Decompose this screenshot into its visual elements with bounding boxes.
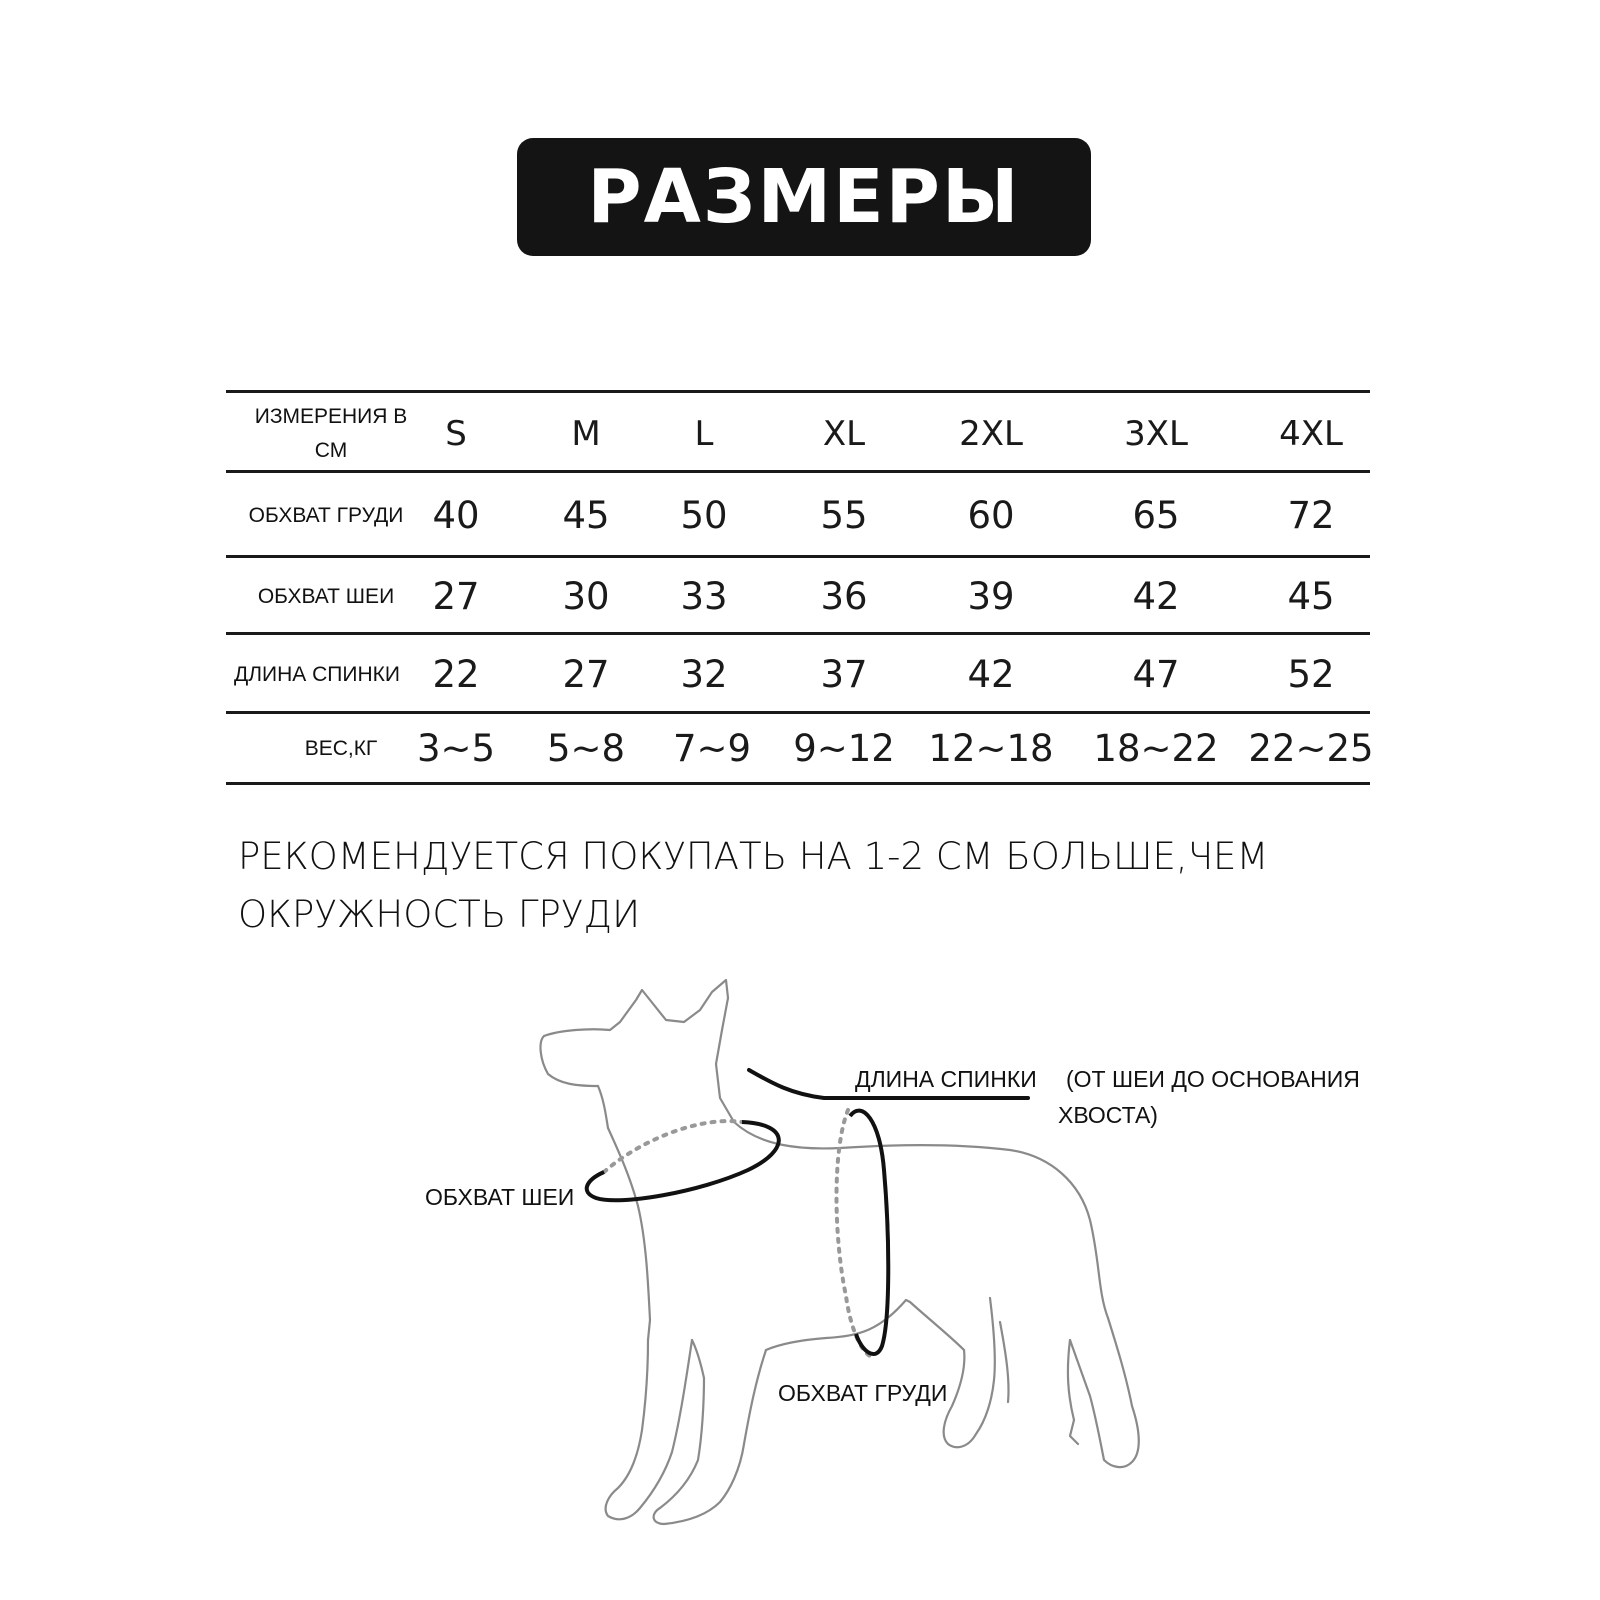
row-label: ВЕС,КГ [304,736,378,760]
size-header: M [571,414,601,454]
neck-label: ОБХВАТ ШЕИ [425,1184,575,1210]
table-cell: 42 [967,652,1015,696]
table-cell: 18~22 [1093,726,1219,770]
table-cell: 3~5 [416,726,496,770]
table-cell: 60 [967,493,1015,537]
back-length-note: ХВОСТА) [1058,1102,1158,1128]
table-cell: 27 [562,652,610,696]
size-header: XL [822,414,866,454]
recommendation-note: РЕКОМЕНДУЕТСЯ ПОКУПАТЬ НА 1-2 СМ БОЛЬШЕ,ЧЕМ ОКРУЖНОСТЬ ГРУДИ [238,835,1269,936]
table-cell: 72 [1287,493,1335,537]
size-header: L [694,414,714,454]
table-cell: 27 [432,574,480,618]
table-cell: 33 [680,574,728,618]
table-cell: 5~8 [546,726,626,770]
table-cell: 37 [820,652,868,696]
chest-label: ОБХВАТ ГРУДИ [778,1380,948,1406]
table-cell: 22~25 [1248,726,1374,770]
size-header: 4XL [1279,414,1343,454]
table-cell: 55 [820,493,868,537]
table-cell: 45 [1287,574,1335,618]
table-cell: 12~18 [928,726,1054,770]
row-label: ОБХВАТ ГРУДИ [248,503,404,527]
table-cell: 65 [1132,493,1180,537]
table-cell: 47 [1132,652,1180,696]
table-cell: 40 [432,493,480,537]
table-cell: 9~12 [793,726,895,770]
row-label: ДЛИНА СПИНКИ [234,662,400,686]
size-header: S [445,414,467,454]
table-cell: 30 [562,574,610,618]
size-header: 2XL [959,414,1023,454]
size-header: 3XL [1124,414,1188,454]
header-label: ИЗМЕРЕНИЯ В СМ [254,405,408,462]
table-cell: 50 [680,493,728,537]
table-cell: 42 [1132,574,1180,618]
table-cell: 36 [820,574,868,618]
table-cell: 7~9 [672,726,752,770]
table-cell: 39 [967,574,1015,618]
page-title: РАЗМЕРЫ [587,154,1021,240]
table-cell: 22 [432,652,480,696]
table-cell: 45 [562,493,610,537]
back-length-label: ДЛИНА СПИНКИ [855,1066,1037,1092]
back-length-note: (ОТ ШЕИ ДО ОСНОВАНИЯ [1066,1066,1360,1092]
table-cell: 32 [680,652,728,696]
table-cell: 52 [1287,652,1335,696]
row-label: ОБХВАТ ШЕИ [257,584,395,608]
